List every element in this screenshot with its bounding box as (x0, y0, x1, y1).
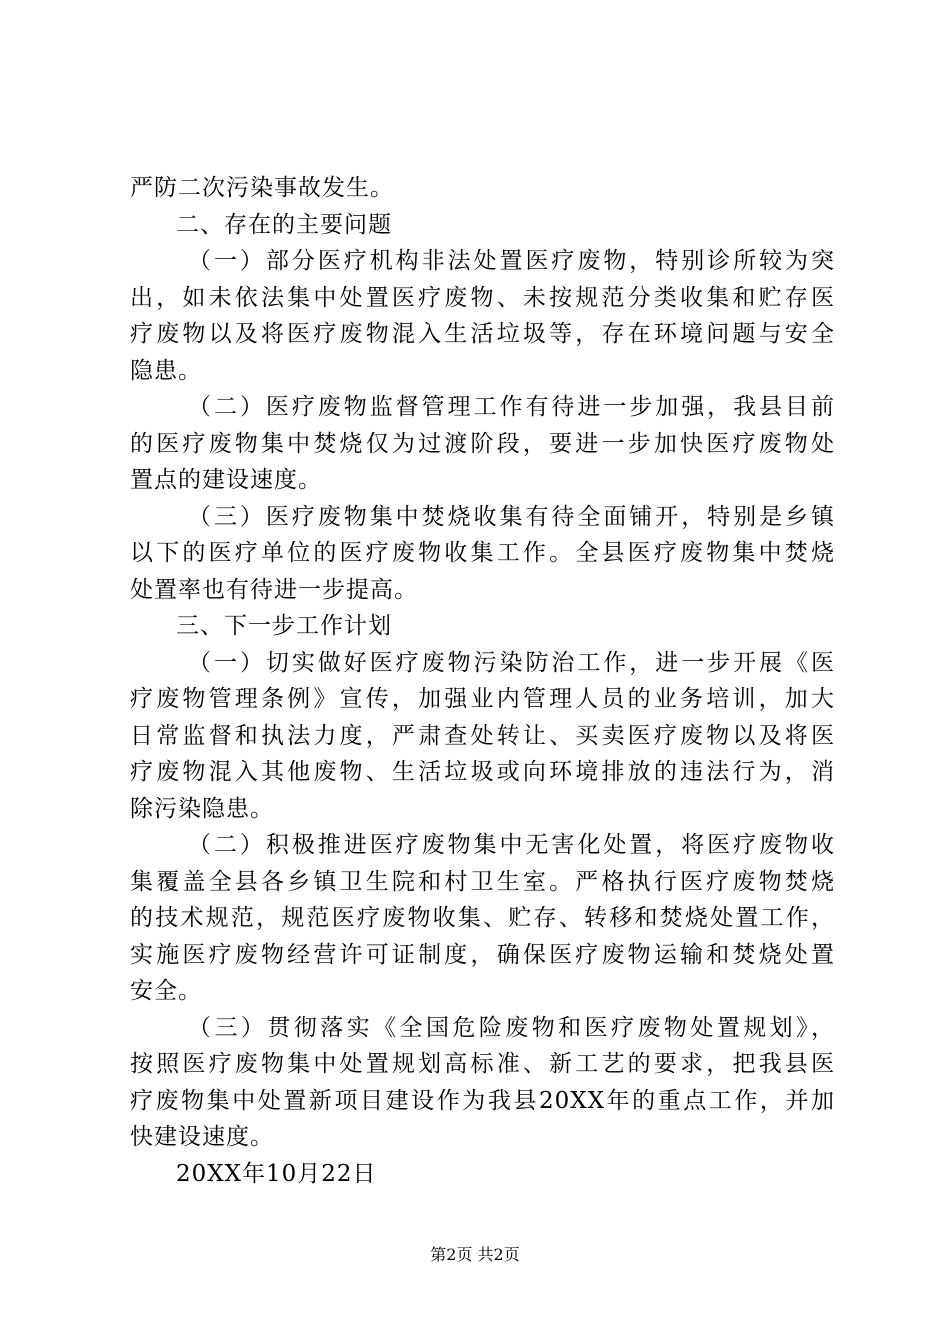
text-line: （一）部分医疗机构非法处置医疗废物，特别诊所较为突 (188, 248, 835, 274)
text-line: 疗废物混入其他废物、生活垃圾或向环境排放的违法行为，消 (130, 759, 835, 785)
text-line: 疗废物以及将医疗废物混入生活垃圾等，存在环境问题与安全 (130, 321, 835, 347)
text-line: 隐患。 (130, 357, 202, 384)
text-line: 处置率也有待进一步提高。 (130, 576, 418, 603)
text-line: （三）贯彻落实《全国危险废物和医疗废物处置规划》， (188, 1014, 835, 1041)
page-number-footer: 第2页 共2页 (430, 1245, 520, 1264)
text-line: （三）医疗废物集中焚烧收集有待全面铺开，特别是乡镇 (188, 503, 835, 530)
section-heading: 二、存在的主要问题 (176, 211, 392, 238)
text-line: 安全。 (130, 978, 202, 1004)
text-line: 实施医疗废物经营许可证制度，确保医疗废物运输和焚烧处置 (130, 941, 835, 968)
text-line: 以下的医疗单位的医疗废物收集工作。全县医疗废物集中焚烧 (130, 540, 835, 566)
document-body (130, 170, 835, 1192)
text-line: 出，如未依法集中处置医疗废物、未按规范分类收集和贮存医 (130, 284, 835, 311)
text-line: 除污染隐患。 (130, 795, 274, 822)
text-line: 疗废物集中处置新项目建设作为我县20XX年的重点工作，并加 (130, 1087, 835, 1114)
document-date: 20XX年10月22日 (176, 1160, 377, 1187)
text-line: 疗废物管理条例》宣传，加强业内管理人员的业务培训，加大 (130, 686, 835, 712)
text-line: 快建设速度。 (130, 1124, 274, 1150)
text-line: （二）医疗废物监督管理工作有待进一步加强，我县目前 (188, 394, 835, 420)
text-line: 置点的建设速度。 (130, 467, 322, 493)
text-line: 的技术规范，规范医疗废物收集、贮存、转移和焚烧处置工作， (130, 905, 835, 931)
text-line: 日常监督和执法力度，严肃查处转让、买卖医疗废物以及将医 (130, 722, 835, 749)
text-line: 按照医疗废物集中处置规划高标准、新工艺的要求，把我县医 (130, 1051, 835, 1077)
text-line: 严防二次污染事故发生。 (130, 175, 394, 201)
section-heading: 三、下一步工作计划 (176, 613, 392, 639)
text-line: （二）积极推进医疗废物集中无害化处置，将医疗废物收 (188, 832, 835, 858)
text-line: 的医疗废物集中焚烧仅为过渡阶段，要进一步加快医疗废物处 (130, 430, 835, 457)
text-line: 集覆盖全县各乡镇卫生院和村卫生室。严格执行医疗废物焚烧 (130, 868, 835, 895)
text-line: （一）切实做好医疗废物污染防治工作，进一步开展《医 (188, 649, 835, 676)
